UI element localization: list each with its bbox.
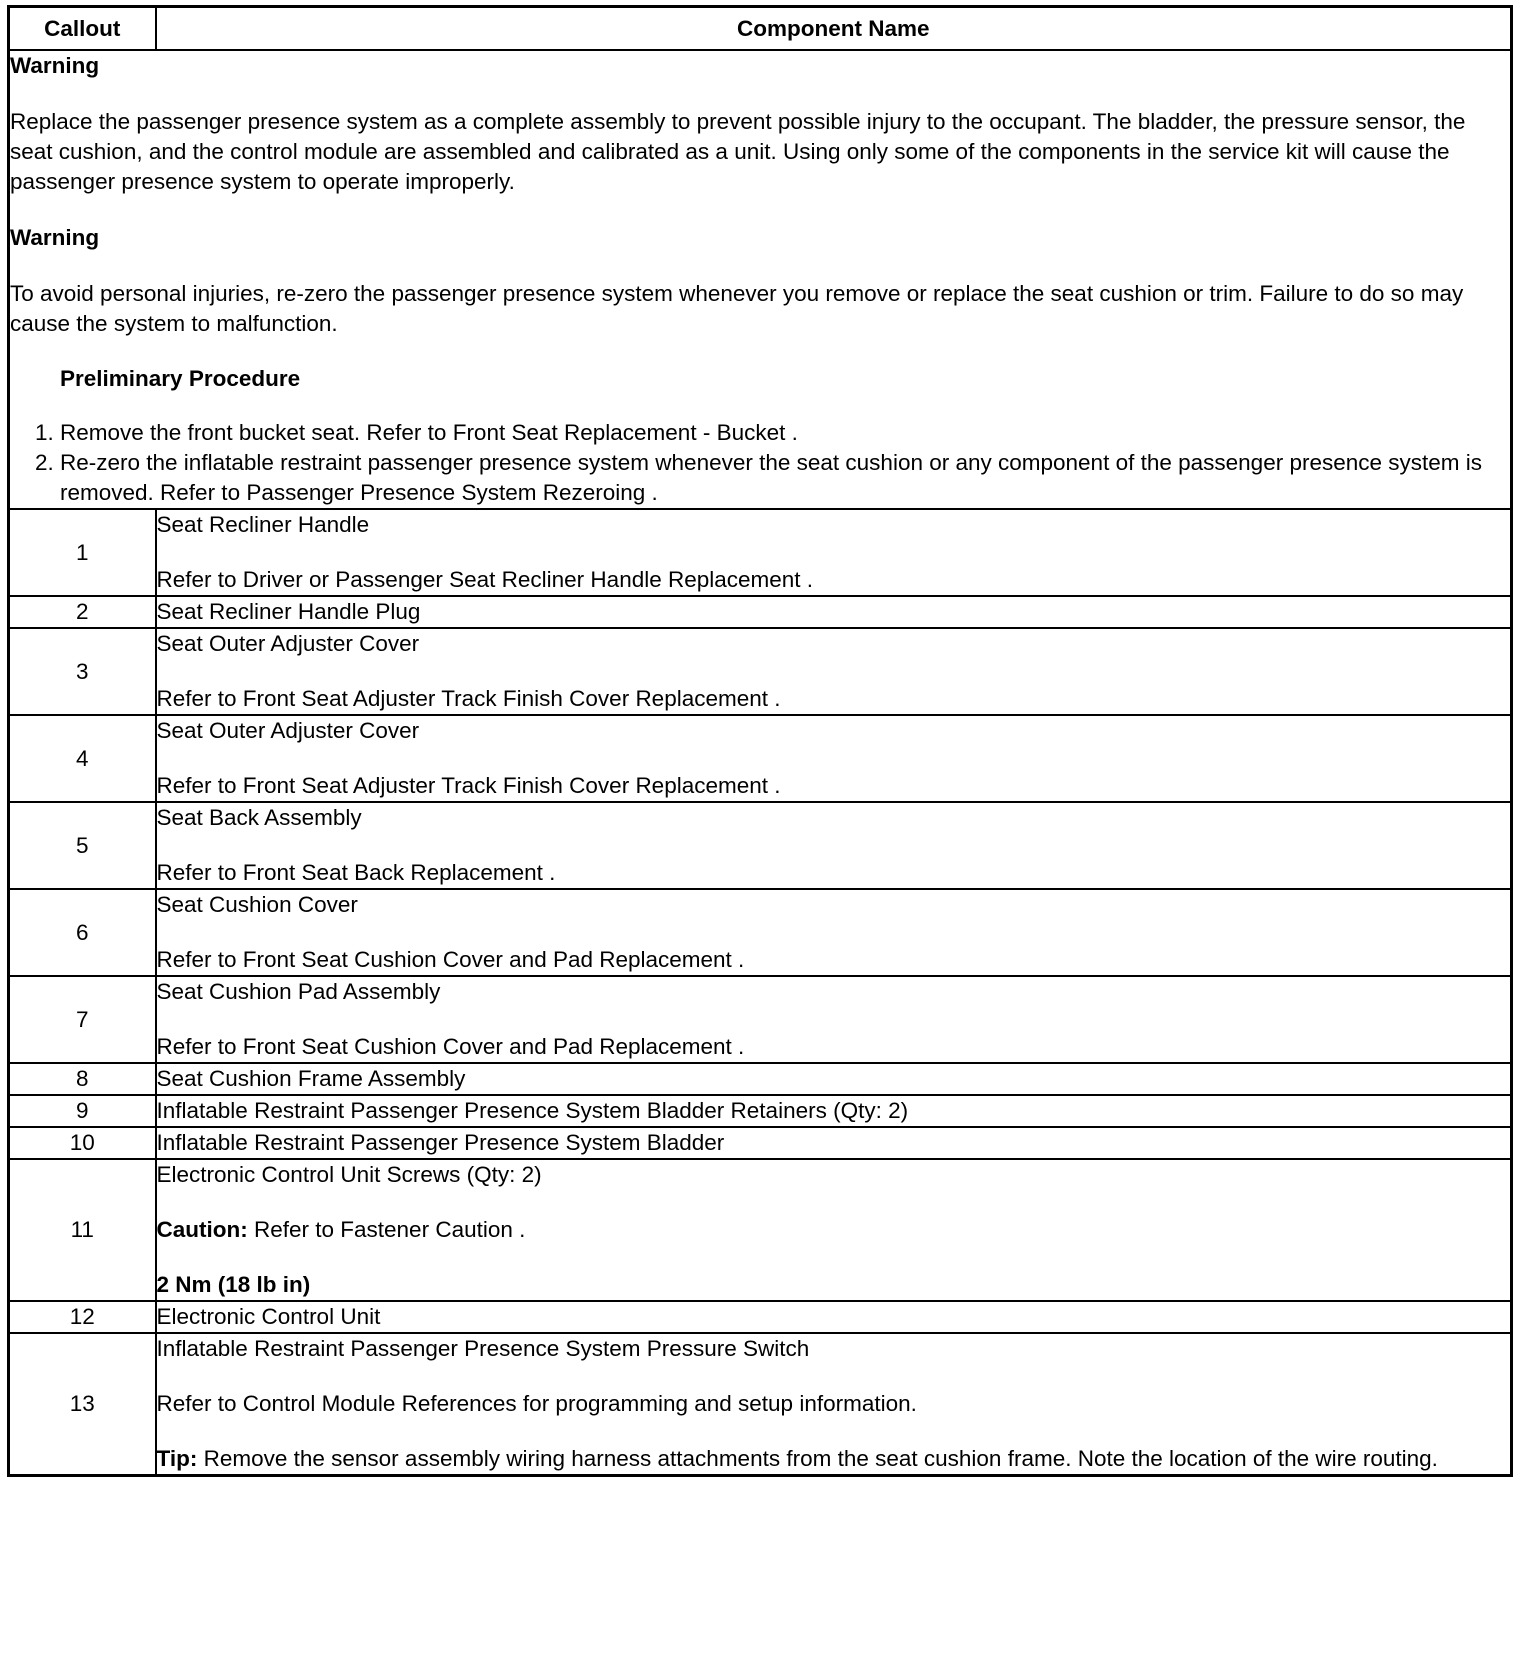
component-cell	[156, 1095, 1512, 1127]
warning-1-title: Warning	[10, 53, 100, 78]
component-cell	[156, 889, 1512, 976]
component-note: Refer to Front Seat Adjuster Track Finish Cover Replacement .	[156, 686, 781, 711]
table-row	[9, 1301, 1512, 1333]
callout-number: 4	[9, 715, 156, 802]
tip-label: Tip:	[156, 1446, 198, 1471]
component-cell	[156, 509, 1512, 596]
component-name: Inflatable Restraint Passenger Presence System Bladder	[156, 1130, 725, 1155]
component-note: Refer to Control Module References for programming and setup information.	[156, 1391, 917, 1416]
callout-number: 12	[9, 1301, 156, 1333]
table-row	[9, 1159, 1512, 1301]
callout-number: 5	[9, 802, 156, 889]
component-name: Electronic Control Unit	[156, 1304, 381, 1329]
components-table	[7, 5, 1513, 1477]
table-row	[9, 802, 1512, 889]
table-row	[9, 1127, 1512, 1159]
table-row	[9, 889, 1512, 976]
component-name: Electronic Control Unit Screws (Qty: 2)	[156, 1162, 542, 1187]
component-cell	[156, 628, 1512, 715]
component-cell	[156, 1159, 1512, 1301]
component-name: Seat Cushion Pad Assembly	[156, 979, 441, 1004]
caution-text: Refer to Fastener Caution .	[247, 1217, 526, 1242]
component-note: Refer to Front Seat Cushion Cover and Pad Replacement .	[156, 947, 745, 972]
component-name: Seat Outer Adjuster Cover	[156, 718, 420, 743]
table-row	[9, 628, 1512, 715]
preliminary-steps-list	[10, 418, 1510, 508]
component-cell	[156, 976, 1512, 1063]
list-item: 1. Remove the front bucket seat. Refer to Front Seat Replacement - Bucket .	[60, 418, 1510, 448]
table-row	[9, 1095, 1512, 1127]
callout-column-header: Callout	[9, 7, 156, 51]
table-row	[9, 715, 1512, 802]
callout-number: 10	[9, 1127, 156, 1159]
table-row	[9, 596, 1512, 628]
tip-text: Remove the sensor assembly wiring harness attachments from the seat cushion frame. Note the location of the wire routing.	[197, 1446, 1438, 1471]
tip-note	[157, 1444, 1511, 1474]
component-cell	[156, 1333, 1512, 1476]
component-note: Refer to Front Seat Adjuster Track Finish Cover Replacement .	[156, 773, 781, 798]
table-row	[9, 509, 1512, 596]
component-note: Refer to Front Seat Back Replacement .	[156, 860, 556, 885]
intro-row	[9, 50, 1512, 509]
component-name: Seat Recliner Handle Plug	[156, 599, 421, 624]
component-cell	[156, 596, 1512, 628]
component-cell	[156, 1301, 1512, 1333]
table-row	[9, 1063, 1512, 1095]
component-name: Seat Outer Adjuster Cover	[156, 631, 420, 656]
component-name: Seat Back Assembly	[156, 805, 362, 830]
warning-1-text: Replace the passenger presence system as a complete assembly to prevent possible injury to the occupant. The bladder, the pressure sensor, the seat cushion, and the control module are assembled and calibrated as a unit. Using only some of the components in the service kit will cause the passenger presence system to operate improperly.	[10, 109, 1466, 194]
component-name: Seat Cushion Frame Assembly	[156, 1066, 466, 1091]
callout-number: 13	[9, 1333, 156, 1476]
component-cell	[156, 802, 1512, 889]
component-name: Seat Cushion Cover	[156, 892, 358, 917]
callout-number: 3	[9, 628, 156, 715]
component-name: Inflatable Restraint Passenger Presence System Bladder Retainers (Qty: 2)	[156, 1098, 909, 1123]
callout-number: 6	[9, 889, 156, 976]
caution-note	[157, 1215, 1511, 1245]
component-note: Refer to Front Seat Cushion Cover and Pad Replacement .	[156, 1034, 745, 1059]
component-name: Inflatable Restraint Passenger Presence System Pressure Switch	[156, 1336, 810, 1361]
component-note: Refer to Driver or Passenger Seat Recliner Handle Replacement .	[156, 567, 814, 592]
callout-number: 2	[9, 596, 156, 628]
callout-number: 11	[9, 1159, 156, 1301]
intro-cell	[9, 50, 1512, 509]
callout-number: 8	[9, 1063, 156, 1095]
component-name: Seat Recliner Handle	[156, 512, 370, 537]
callout-number: 1	[9, 509, 156, 596]
torque-spec: 2 Nm (18 lb in)	[156, 1272, 311, 1297]
list-item: 2. Re-zero the inflatable restraint passenger presence system whenever the seat cushion or any component of the passenger presence system is removed. Refer to Passenger Presence System Rezeroing .	[60, 448, 1510, 508]
table-row	[9, 1333, 1512, 1476]
component-cell	[156, 715, 1512, 802]
table-header-row	[9, 7, 1512, 51]
component-cell	[156, 1127, 1512, 1159]
callout-number: 9	[9, 1095, 156, 1127]
warning-2-text: To avoid personal injuries, re-zero the passenger presence system whenever you remove or replace the seat cushion or trim. Failure to do so may cause the system to malfunction.	[10, 281, 1464, 336]
caution-label: Caution:	[156, 1217, 248, 1242]
table-row	[9, 976, 1512, 1063]
warning-2-title: Warning	[10, 225, 100, 250]
callout-number: 7	[9, 976, 156, 1063]
component-name-column-header: Component Name	[156, 7, 1512, 51]
component-cell	[156, 1063, 1512, 1095]
preliminary-procedure-title: Preliminary Procedure	[60, 366, 301, 391]
